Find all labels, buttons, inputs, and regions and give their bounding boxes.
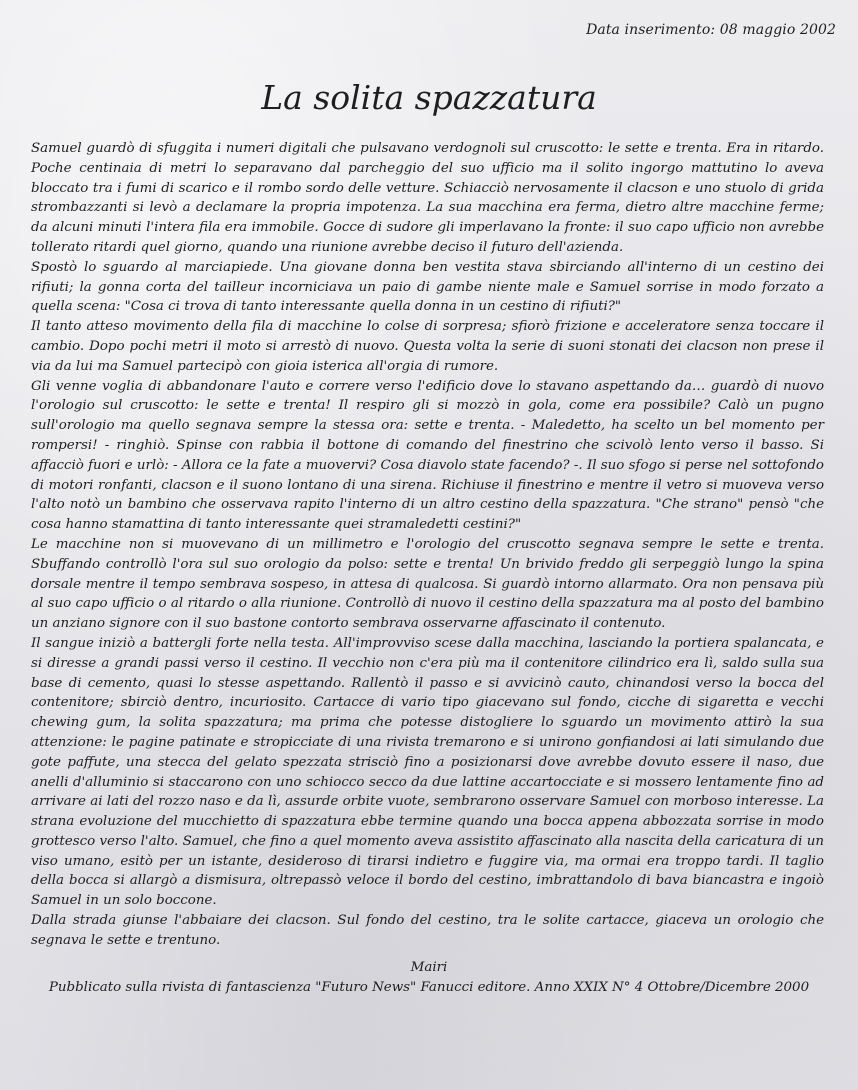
article-paragraph: Dalla strada giunse l'abbaiare dei clacson. Sul fondo del cestino, tra le solite cartacce, giaceva un orologio che segnava le sette e trentuno. xyxy=(31,913,824,948)
article-paragraph: Le macchine non si muovevano di un millimetro e l'orologio del cruscotto segnava sempre le sette e trenta. Sbuffando controllò l'ora sul suo orologio da polso: sette e trenta! Un brivido freddo gli serpeggiò lungo la spina dorsale mentre il tempo sembrava sospeso, in attesa di qualcosa. Si guardò intorno allarmato. Ora non pensava più al suo capo ufficio o al ritardo o alla riunione. Controllò di nuovo il cestino della spazzatura ma al posto del bambino un anziano signore con il suo bastone contorto sembrava osservarne affascinato il contenuto. xyxy=(31,536,824,632)
article-title: La solita spazzatura xyxy=(261,78,597,117)
insertion-date: Data inserimento: 08 maggio 2002 xyxy=(586,22,836,38)
article-paragraph: Il tanto atteso movimento della fila di macchine lo colse di sorpresa; sfiorò frizione e acceleratore senza toccare il cambio. Dopo pochi metri il moto si arrestò di nuovo. Questa volta la serie di suoni stonati dei clacson non prese il via da lui ma Samuel partecipò con gioia isterica all'orgia di rumore. xyxy=(31,319,824,374)
author-name: Mairi xyxy=(410,960,448,975)
article-paragraph: Il sangue iniziò a battergli forte nella testa. All'improvviso scese dalla macchina, lasciando la portiera spalancata, e si diresse a grandi passi verso il cestino. Il vecchio non c'era più ma il contenitore cilindrico era lì, saldo sulla sua base di cemento, quasi lo stesse aspettando. Rallentò il passo e si avvicinò cauto, chinandosi verso la bocca del contenitore; sbirciò dentro, incuriosito. Cartacce di vario tipo giacevano sul fondo, cicche di sigaretta e vecchi chewing gum, la solita spazzatura; ma prima che potesse distogliere lo sguardo un movimento attirò la sua attenzione: le pagine patinate e stropicciate di una rivista tremarono e si unirono gonfiandosi ai lati simulando due gote paffute, una stecca del gelato spezzata strisciò fino a posizionarsi dove avrebbe dovuto essere il naso, due anelli d'alluminio si staccarono con uno schiocco secco da due lattine accartocciate e si mossero lentamente fino ad arrivare ai lati del rozzo naso e da lì, assurde orbite vuote, sembrarono osservare Samuel con morboso interesse. La strana evoluzione del mucchietto di spazzatura ebbe termine quando una bocca appena abbozzata sorrise in modo grottesco verso l'alto. Samuel, che fino a quel momento aveva assistito affascinato alla nascita della caricatura di un viso umano, esitò per un istante, desideroso di tirarsi indietro e fuggire via, ma ormai era troppo tardi. Il taglio della bocca si allargò a dismisura, oltrepassò veloce il bordo del cestino, imbrattandolo di bava biancastra e ingoiò Samuel in un solo boccone. xyxy=(31,635,824,909)
article-body xyxy=(31,139,824,951)
publication-credit: Pubblicato sulla rivista di fantascienza "Futuro News" Fanucci editore. Anno XXIX N° 4 Ottobre/Dicembre 2000 xyxy=(48,980,810,995)
article-paragraph: Samuel guardò di sfuggita i numeri digitali che pulsavano verdognoli sul cruscotto: le sette e trenta. Era in ritardo. Poche centinaia di metri lo separavano dal parcheggio del suo ufficio ma il solito ingorgo mattutino lo aveva bloccato tra i fumi di scarico e il rombo sordo delle vetture. Schiacciò nervosamente il clacson e uno stuolo di grida strombazzanti si levò a declamare la propria impotenza. La sua macchina era ferma, dietro altre macchine ferme; da alcuni minuti l'intera fila era immobile. Gocce di sudore gli imperlavano la fronte: il suo capo ufficio non avrebbe tollerato ritardi quel giorno, quando una riunione avrebbe deciso il futuro dell'azienda. xyxy=(31,141,824,255)
article-paragraph: Spostò lo sguardo al marciapiede. Una giovane donna ben vestita stava sbirciando all'interno di un cestino dei rifiuti; la gonna corta del tailleur incorniciava un paio di gambe niente male e Samuel sorrise in modo forzato a quella scena: "Cosa ci trova di tanto interessante quella donna in un cestino di rifiuti?" xyxy=(31,259,824,315)
article-paragraph: Gli venne voglia di abbandonare l'auto e correre verso l'edificio dove lo stavano aspettando da… guardò di nuovo l'orologio sul cruscotto: le sette e trenta! Il respiro gli si mozzò in gola, come era possibile? Calò un pugno sull'orologio ma quello segnava sempre la stessa ora: sette e trenta. - Maledetto, ha scelto un bel momento per rompersi! - ringhiò. Spinse con rabbia il bottone di comando del finestrino che scivolò lento verso il basso. Si affacciò fuori e urlò: - Allora ce la fate a muovervi? Cosa diavolo state facendo? -. Il suo sfogo si perse nel sottofondo di motori ronfanti, clacson e il suono lontano di una sirena. Richiuse il finestrino e mentre il vetro si muoveva verso l'alto notò un bambino che osservava rapito l'interno di un altro cestino della spazzatura. "Che strano" pensò "che cosa hanno stamattina di tanto interessante quei stramaledetti cestini?" xyxy=(31,378,824,533)
